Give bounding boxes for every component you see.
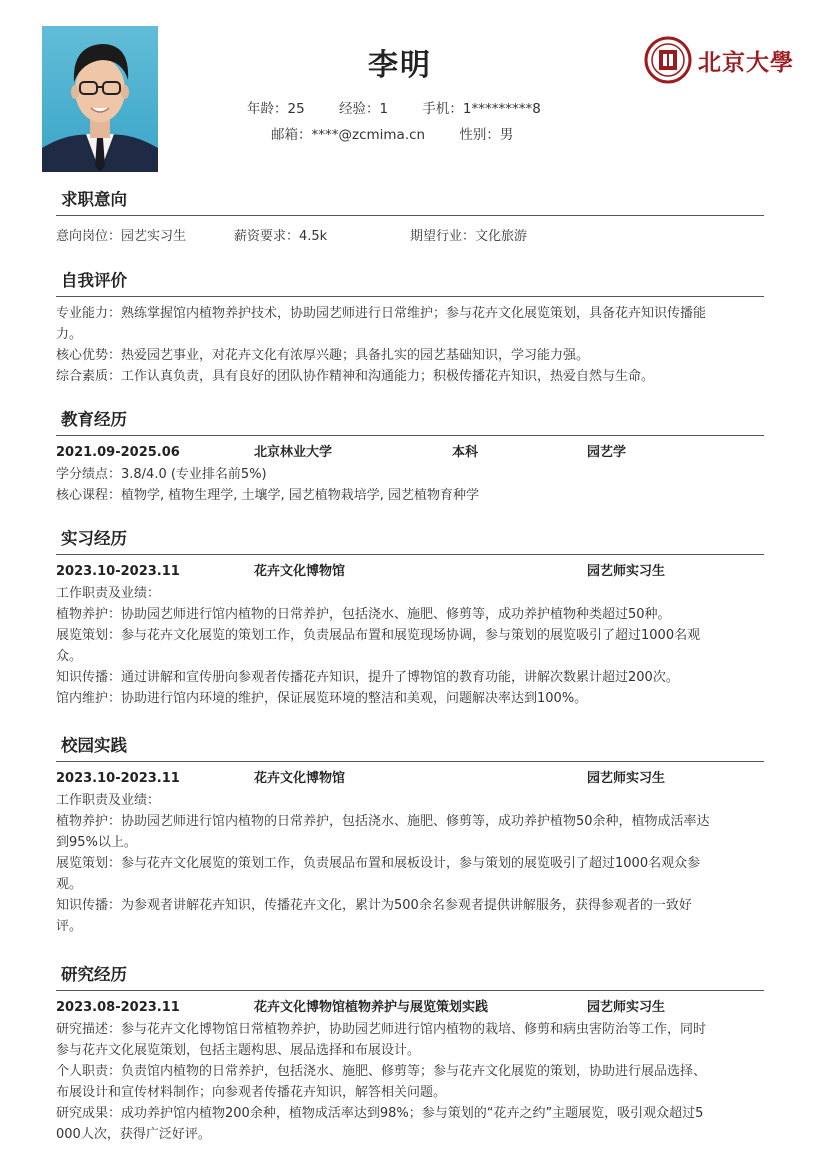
section-title: 自我评价: [61, 271, 127, 290]
expected-industry: 期望行业：文化旅游: [410, 229, 528, 244]
basic-info-row-2: [271, 123, 513, 143]
text-line: 核心优势：热爱园艺事业，对花卉文化有浓厚兴趣；具备扎实的园艺基础知识，学习能力强。: [56, 348, 590, 363]
text-line: 研究描述：参与花卉文化博物馆日常植物养护，协助园艺师进行馆内植物的栽培、修剪和病虫害防治等工作，同时: [56, 1022, 707, 1037]
section-title: 研究经历: [61, 965, 127, 984]
text-line: 综合素质：工作认真负责，具有良好的团队协作精神和沟通能力；积极传播花卉知识，热爱自然与生命。: [56, 369, 655, 384]
section-divider: [56, 435, 764, 436]
experience-value: 1: [379, 101, 389, 117]
text-line: 专业能力：熟练掌握馆内植物养护技术，协助园艺师进行日常维护；参与花卉文化展览策划，具备花卉知识传播能: [56, 306, 707, 321]
text-line: 个人职责：负责馆内植物的日常养护，包括浇水、施肥、修剪等；参与花卉文化展览的策划，协助进行展品选择、: [56, 1064, 707, 1079]
text-line: 植物养护：协助园艺师进行馆内植物的日常养护，包括浇水、施肥、修剪等，成功养护植物50余种，植物成活率达: [56, 814, 710, 829]
age-label: 年龄：: [247, 101, 288, 117]
section-campus-practice: [56, 735, 764, 937]
text-line: 学分绩点：3.8/4.0 (专业排名前5%): [56, 467, 267, 482]
text-line: 观。: [56, 877, 83, 892]
text-line: 力。: [56, 327, 83, 342]
section-divider: [56, 554, 764, 555]
campus-entry-header: [56, 767, 764, 790]
section-self-evaluation: [56, 270, 764, 387]
research-entry-header: [56, 996, 764, 1019]
section-title: 教育经历: [61, 410, 127, 429]
text-line: 到95%以上。: [56, 835, 137, 850]
university-logo: [644, 36, 794, 86]
section-divider: [56, 296, 764, 297]
phone-value: 1*********8: [462, 101, 541, 117]
job-intent-row: [56, 226, 764, 248]
phone-label: 手机：: [422, 101, 463, 117]
entry-period: 2023.10-2023.11: [56, 771, 180, 786]
internship-entry-header: [56, 560, 764, 583]
section-education: [56, 409, 764, 506]
university-logo-text: 北京大學: [698, 49, 794, 76]
section-divider: [56, 215, 764, 216]
entry-degree: 本科: [452, 445, 479, 460]
email-value: ****@zcmima.cn: [311, 127, 426, 143]
text-line: 展览策划：参与花卉文化展览的策划工作，负责展品布置和展板设计，参与策划的展览吸引了超过1000名观众参: [56, 856, 701, 871]
text-line: 工作职责及业绩：: [56, 793, 161, 808]
gender-value: 男: [499, 127, 514, 143]
text-line: 工作职责及业绩：: [56, 586, 161, 601]
section-internship: [56, 528, 764, 709]
education-entry-header: [56, 441, 764, 464]
text-line: 知识传播：为参观者讲解花卉知识，传播花卉文化，累计为500余名参观者提供讲解服务，获得参观者的一致好: [56, 898, 692, 913]
text-line: 研究成果：成功养护馆内植物200余种，植物成活率达到98%；参与策划的“花卉之约”主题展览，吸引观众超过5: [56, 1106, 704, 1121]
text-line: 参与花卉文化展览策划，包括主题构思、展品选择和布展设计。: [56, 1043, 421, 1058]
section-divider: [56, 761, 764, 762]
section-job-intent: [56, 189, 764, 248]
intended-position: 意向岗位：园艺实习生: [56, 229, 187, 244]
expected-salary: 薪资要求：4.5k: [234, 229, 328, 244]
text-line: 植物养护：协助园艺师进行馆内植物的日常养护，包括浇水、施肥、修剪等，成功养护植物种类超过50种。: [56, 607, 671, 622]
entry-role: 园艺师实习生: [587, 1000, 666, 1015]
profile-photo: [42, 26, 158, 172]
text-line: 展览策划：参与花卉文化展览的策划工作，负责展品布置和展览现场协调，参与策划的展览吸引了超过1000名观: [56, 628, 701, 643]
entry-period: 2021.09-2025.06: [56, 445, 180, 460]
entry-major: 园艺学: [587, 445, 627, 460]
entry-period: 2023.10-2023.11: [56, 564, 180, 579]
entry-school: 北京林业大学: [254, 445, 333, 460]
entry-role: 园艺师实习生: [587, 771, 666, 786]
text-line: 000人次，获得广泛好评。: [56, 1127, 211, 1142]
text-line: 布展设计和宣传材料制作；向参观者传播花卉知识，解答相关问题。: [56, 1085, 447, 1100]
section-title: 校园实践: [61, 736, 127, 755]
text-line: 评。: [56, 919, 83, 934]
text-line: 知识传播：通过讲解和宣传册向参观者传播花卉知识，提升了博物馆的教育功能，讲解次数累计超过200次。: [56, 670, 679, 685]
section-title: 求职意向: [61, 190, 127, 209]
entry-organization: 花卉文化博物馆植物养护与展览策划实践: [254, 1000, 489, 1015]
entry-organization: 花卉文化博物馆: [254, 564, 346, 579]
university-seal-icon: [644, 36, 692, 84]
entry-role: 园艺师实习生: [587, 564, 666, 579]
entry-organization: 花卉文化博物馆: [254, 771, 346, 786]
candidate-name: 李明: [368, 48, 432, 83]
experience-label: 经验：: [338, 101, 380, 117]
section-divider: [56, 990, 764, 991]
age-value: 25: [287, 101, 305, 117]
section-title: 实习经历: [61, 529, 127, 548]
text-line: 馆内维护：协助进行馆内环境的维护，保证展览环境的整洁和美观，问题解决率达到100%。: [56, 691, 588, 706]
basic-info-row-1: [247, 97, 541, 117]
section-research: [56, 964, 764, 1145]
gender-label: 性别：: [459, 127, 500, 143]
entry-period: 2023.08-2023.11: [56, 1000, 180, 1015]
text-line: 核心课程：植物学, 植物生理学, 土壤学, 园艺植物栽培学, 园艺植物育种学: [56, 488, 480, 503]
text-line: 众。: [56, 649, 83, 664]
email-label: 邮箱：: [271, 127, 312, 143]
